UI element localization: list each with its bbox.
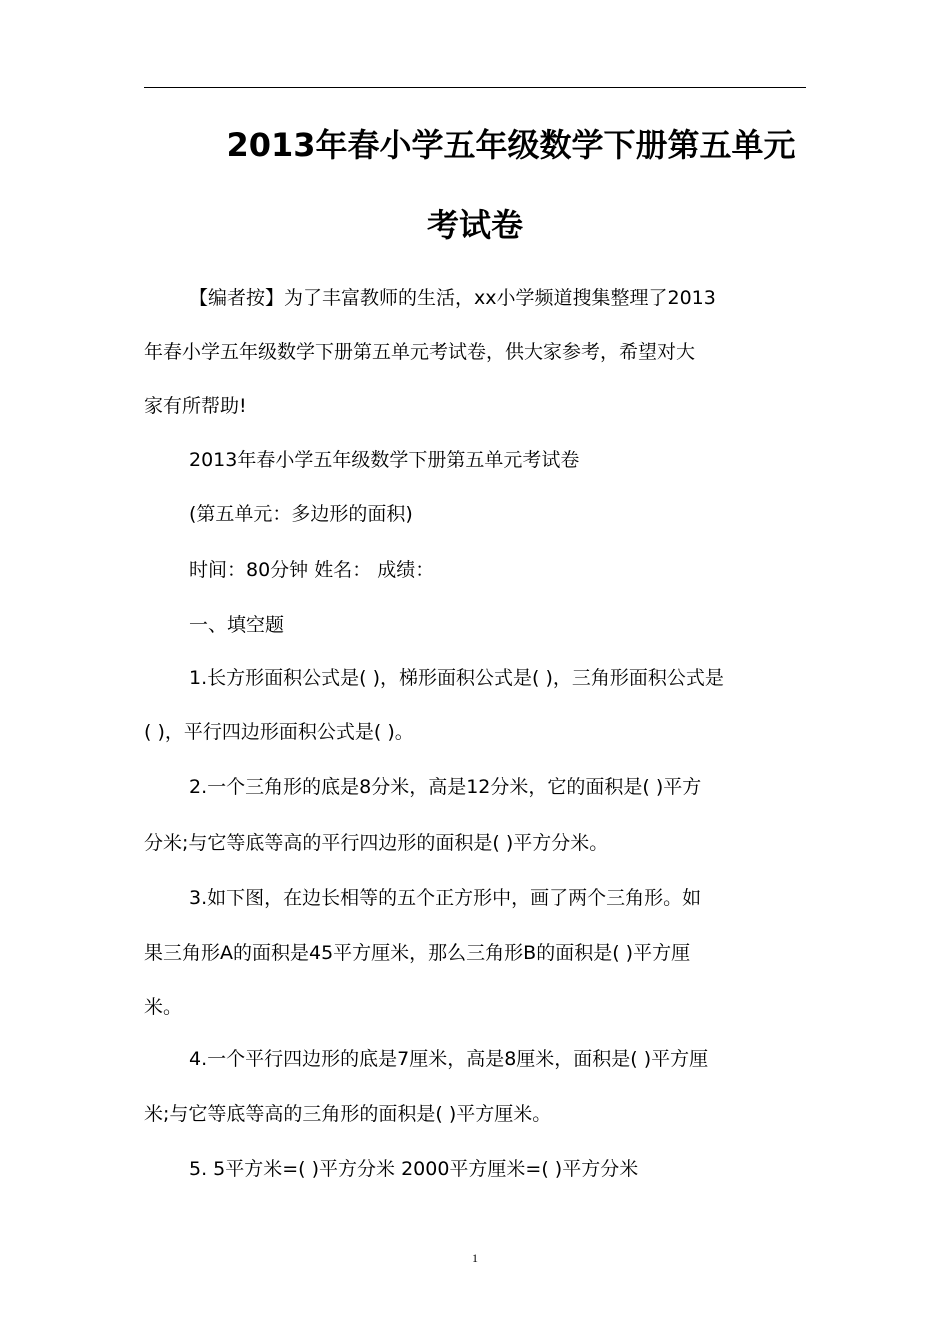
header-rule <box>144 87 806 88</box>
question-2-line-1: 2.一个三角形的底是8分米，高是12分米，它的面积是( )平方 <box>189 776 702 798</box>
page-number: 1 <box>472 1251 478 1265</box>
question-3-line-1: 3.如下图，在边长相等的五个正方形中，画了两个三角形。如 <box>189 887 702 909</box>
document-title-line-1: 2013年春小学五年级数学下册第五单元 <box>226 126 796 164</box>
exam-info-line: 时间：80分钟 姓名： 成绩： <box>189 559 435 581</box>
question-1-line-2: ( )，平行四边形面积公式是( )。 <box>144 721 414 743</box>
unit-subtitle-line: (第五单元：多边形的面积) <box>189 503 413 525</box>
question-2-line-2: 分米;与它等底等高的平行四边形的面积是( )平方分米。 <box>144 832 609 854</box>
document-title-line-2: 考试卷 <box>426 206 523 244</box>
question-1-line-1: 1.长方形面积公式是( )，梯形面积公式是( )，三角形面积公式是 <box>189 667 724 689</box>
editor-note-line-1: 【编者按】为了丰富教师的生活，xx小学频道搜集整理了2013 <box>189 287 716 309</box>
exam-title-line: 2013年春小学五年级数学下册第五单元考试卷 <box>189 449 580 471</box>
question-4-line-1: 4.一个平行四边形的底是7厘米，高是8厘米，面积是( )平方厘 <box>189 1048 709 1070</box>
editor-note-line-2: 年春小学五年级数学下册第五单元考试卷，供大家参考，希望对大 <box>144 341 696 363</box>
question-5-line-1: 5. 5平方米=( )平方分米 2000平方厘米=( )平方分米 <box>189 1158 639 1180</box>
question-4-line-2: 米;与它等底等高的三角形的面积是( )平方厘米。 <box>144 1103 552 1125</box>
question-3-line-2: 果三角形A的面积是45平方厘米，那么三角形B的面积是( )平方厘 <box>144 942 691 964</box>
section-heading: 一、填空题 <box>189 614 285 636</box>
question-3-line-3: 米。 <box>144 996 183 1018</box>
editor-note-line-3: 家有所帮助! <box>144 395 247 417</box>
